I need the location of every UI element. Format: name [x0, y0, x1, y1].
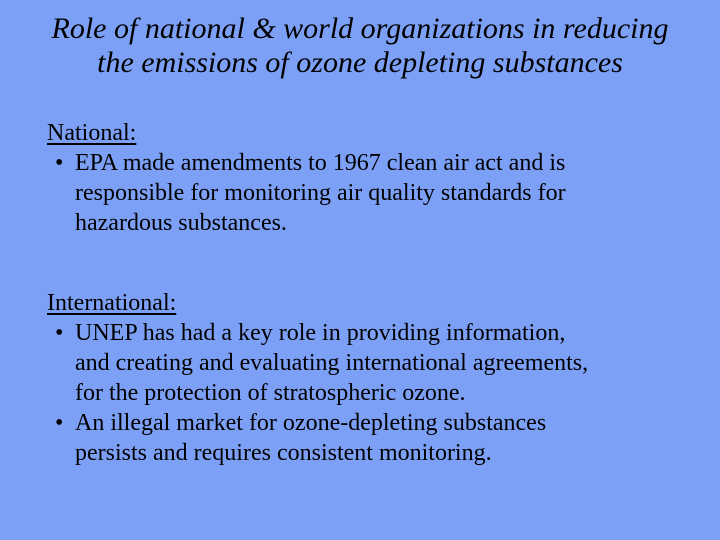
- list-item: [47, 318, 687, 408]
- bullet-line: for the protection of stratospheric ozone.: [75, 380, 466, 406]
- slide-title: [10, 12, 710, 80]
- bullet-line: hazardous substances.: [75, 210, 287, 236]
- bullet-icon: •: [55, 320, 64, 346]
- bullet-line: EPA made amendments to 1967 clean air act and is: [75, 150, 566, 176]
- national-bullet-list: [47, 148, 687, 238]
- bullet-line: An illegal market for ozone-depleting substances: [75, 410, 547, 436]
- bullet-icon: •: [55, 150, 64, 176]
- list-item: [47, 148, 687, 238]
- bullet-line: UNEP has had a key role in providing information,: [75, 320, 566, 346]
- list-item: [47, 408, 687, 468]
- national-heading: National:: [47, 120, 137, 146]
- bullet-text: [75, 148, 687, 238]
- bullet-text: [75, 318, 687, 408]
- slide-title-line-2: the emissions of ozone depleting substances: [97, 46, 623, 79]
- bullet-line: responsible for monitoring air quality standards for: [75, 180, 566, 206]
- bullet-line: persists and requires consistent monitoring.: [75, 440, 492, 466]
- bullet-line: and creating and evaluating international agreements,: [75, 350, 589, 376]
- slide-title-line-1: Role of national & world organizations in reducing: [51, 12, 669, 45]
- bullet-text: [75, 408, 687, 468]
- bullet-icon: •: [55, 410, 64, 436]
- national-section: [47, 118, 687, 238]
- international-heading: International:: [47, 290, 177, 316]
- international-section: [47, 288, 687, 468]
- international-bullet-list: [47, 318, 687, 468]
